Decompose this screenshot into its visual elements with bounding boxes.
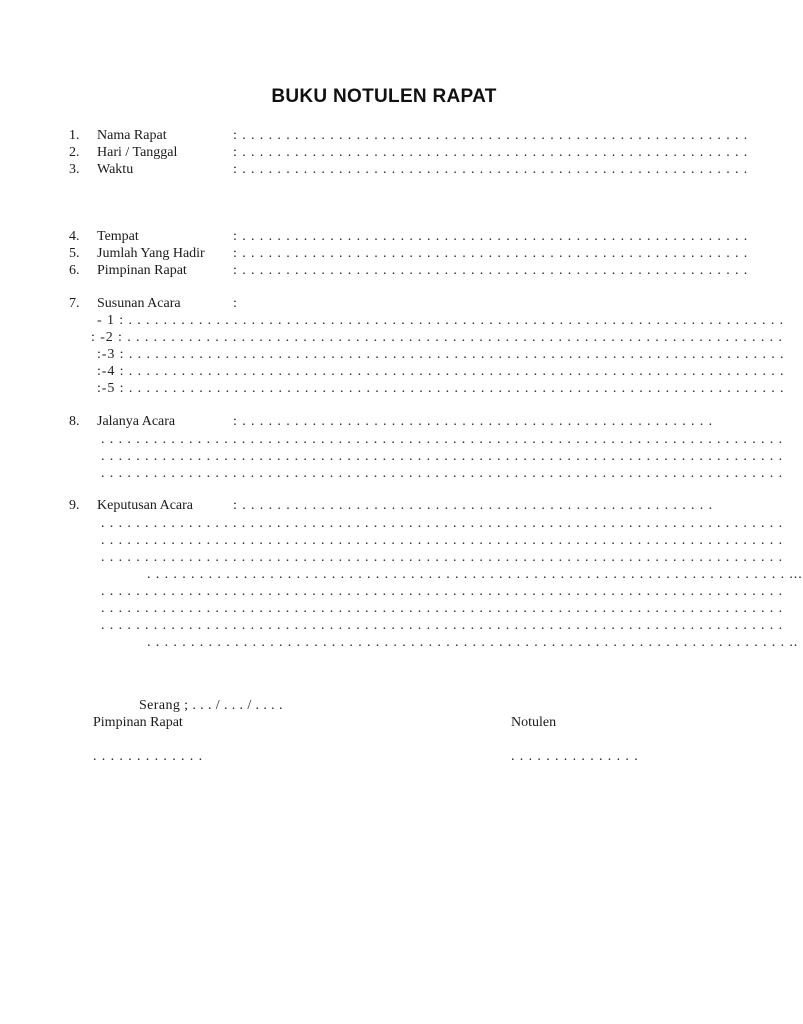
fill-line: : . . . . . . . . . . . . . . . . . . . . . . . . . . . . . . . . . . . . . . . . . . . . . . . . . . . . . . . . . . bbox=[233, 145, 749, 160]
fill-line: : . . . . . . . . . . . . . . . . . . . . . . . . . . . . . . . . . . . . . . . . . . . . . . . . . . . . . . bbox=[233, 498, 713, 513]
form-row-waktu bbox=[0, 161, 768, 178]
item-label: Waktu bbox=[97, 162, 134, 177]
susunan-line-3: :-3 : . . . . . . . . . . . . . . . . . . . . . . . . . . . . . . . . . . . . . . . . . . . . . . . . . . . . . . . . . . . . . . . . . . . . . . . . . . . bbox=[97, 347, 785, 362]
document-title: BUKU NOTULEN RAPAT bbox=[271, 86, 497, 107]
item-number: 5. bbox=[69, 246, 80, 261]
item-number: 8. bbox=[69, 414, 80, 429]
susunan-line-2: : -2 : . . . . . . . . . . . . . . . . . . . . . . . . . . . . . . . . . . . . . . . . . . . . . . . . . . . . . . . . . . . . . . . . . . . . . . . . . . . bbox=[91, 330, 783, 345]
jalanya-line-1: . . . . . . . . . . . . . . . . . . . . . . . . . . . . . . . . . . . . . . . . . . . . . . . . . . . . . . . . . . . . . . . . . . . . . . . . . . . . . . bbox=[101, 432, 783, 447]
item-number: 4. bbox=[69, 229, 80, 244]
sign-left-line: . . . . . . . . . . . . . bbox=[93, 749, 203, 764]
susunan-line-1: - 1 : . . . . . . . . . . . . . . . . . . . . . . . . . . . . . . . . . . . . . . . . . . . . . . . . . . . . . . . . . . . . . . . . . . . . . . . . . . . bbox=[97, 313, 785, 328]
item-label: Jumlah Yang Hadir bbox=[97, 246, 205, 261]
fill-line: : . . . . . . . . . . . . . . . . . . . . . . . . . . . . . . . . . . . . . . . . . . . . . . . . . . . . . . . . . . bbox=[233, 128, 749, 143]
fill-line: : . . . . . . . . . . . . . . . . . . . . . . . . . . . . . . . . . . . . . . . . . . . . . . . . . . . . . . . . . . bbox=[233, 162, 749, 177]
sign-right-line: . . . . . . . . . . . . . . . bbox=[511, 749, 639, 764]
sign-left-label: Pimpinan Rapat bbox=[93, 715, 183, 730]
form-row-nama-rapat bbox=[0, 127, 768, 144]
form-row-susunan-acara bbox=[0, 295, 768, 312]
fill-line: : . . . . . . . . . . . . . . . . . . . . . . . . . . . . . . . . . . . . . . . . . . . . . . . . . . . . . . . . . . bbox=[233, 246, 749, 261]
item-label: Jalanya Acara bbox=[97, 414, 176, 429]
jalanya-line-3: . . . . . . . . . . . . . . . . . . . . . . . . . . . . . . . . . . . . . . . . . . . . . . . . . . . . . . . . . . . . . . . . . . . . . . . . . . . . . . bbox=[101, 466, 783, 481]
sign-right-label: Notulen bbox=[511, 715, 557, 730]
form-row-hari-tanggal bbox=[0, 144, 768, 161]
keputusan-line-6: . . . . . . . . . . . . . . . . . . . . . . . . . . . . . . . . . . . . . . . . . . . . . . . . . . . . . . . . . . . . . . . . . . . . . . . . . . . . . . bbox=[101, 601, 783, 616]
item-label: Susunan Acara bbox=[97, 296, 181, 311]
form-row-jumlah-hadir bbox=[0, 245, 768, 262]
keputusan-line-4: . . . . . . . . . . . . . . . . . . . . . . . . . . . . . . . . . . . . . . . . . . . . . . . . . . . . . . . . . . . . . . . . . . . . . . . . . ... bbox=[147, 567, 803, 582]
keputusan-line-5: . . . . . . . . . . . . . . . . . . . . . . . . . . . . . . . . . . . . . . . . . . . . . . . . . . . . . . . . . . . . . . . . . . . . . . . . . . . . . . bbox=[101, 584, 783, 599]
form-row-keputusan-acara bbox=[0, 497, 768, 514]
form-row-tempat bbox=[0, 228, 768, 245]
form-row-jalanya-acara bbox=[0, 413, 768, 430]
susunan-line-4: :-4 : . . . . . . . . . . . . . . . . . . . . . . . . . . . . . . . . . . . . . . . . . . . . . . . . . . . . . . . . . . . . . . . . . . . . . . . . . . . bbox=[97, 364, 785, 379]
item-label: Nama Rapat bbox=[97, 128, 167, 143]
keputusan-line-2: . . . . . . . . . . . . . . . . . . . . . . . . . . . . . . . . . . . . . . . . . . . . . . . . . . . . . . . . . . . . . . . . . . . . . . . . . . . . . . bbox=[101, 533, 783, 548]
item-number: 1. bbox=[69, 128, 80, 143]
place-date: Serang ; . . . / . . . / . . . . bbox=[139, 698, 283, 713]
item-number: 7. bbox=[69, 296, 80, 311]
item-number: 3. bbox=[69, 162, 80, 177]
colon: : bbox=[233, 296, 238, 311]
form-row-pimpinan-rapat bbox=[0, 262, 768, 279]
item-label: Hari / Tanggal bbox=[97, 145, 178, 160]
keputusan-line-7: . . . . . . . . . . . . . . . . . . . . . . . . . . . . . . . . . . . . . . . . . . . . . . . . . . . . . . . . . . . . . . . . . . . . . . . . . . . . . . bbox=[101, 618, 783, 633]
keputusan-line-8: . . . . . . . . . . . . . . . . . . . . . . . . . . . . . . . . . . . . . . . . . . . . . . . . . . . . . . . . . . . . . . . . . . . . . . . . . .. bbox=[147, 635, 799, 650]
item-label: Tempat bbox=[97, 229, 139, 244]
fill-line: : . . . . . . . . . . . . . . . . . . . . . . . . . . . . . . . . . . . . . . . . . . . . . . . . . . . . . . . . . . bbox=[233, 229, 749, 244]
jalanya-line-2: . . . . . . . . . . . . . . . . . . . . . . . . . . . . . . . . . . . . . . . . . . . . . . . . . . . . . . . . . . . . . . . . . . . . . . . . . . . . . . bbox=[101, 449, 783, 464]
item-number: 6. bbox=[69, 263, 80, 278]
item-number: 9. bbox=[69, 498, 80, 513]
susunan-line-5: :-5 : . . . . . . . . . . . . . . . . . . . . . . . . . . . . . . . . . . . . . . . . . . . . . . . . . . . . . . . . . . . . . . . . . . . . . . . . . . . bbox=[97, 381, 785, 396]
item-number: 2. bbox=[69, 145, 80, 160]
keputusan-line-1: . . . . . . . . . . . . . . . . . . . . . . . . . . . . . . . . . . . . . . . . . . . . . . . . . . . . . . . . . . . . . . . . . . . . . . . . . . . . . . bbox=[101, 516, 783, 531]
item-label: Keputusan Acara bbox=[97, 498, 194, 513]
fill-line: : . . . . . . . . . . . . . . . . . . . . . . . . . . . . . . . . . . . . . . . . . . . . . . . . . . . . . . bbox=[233, 414, 713, 429]
item-label: Pimpinan Rapat bbox=[97, 263, 187, 278]
fill-line: : . . . . . . . . . . . . . . . . . . . . . . . . . . . . . . . . . . . . . . . . . . . . . . . . . . . . . . . . . . bbox=[233, 263, 749, 278]
keputusan-line-3: . . . . . . . . . . . . . . . . . . . . . . . . . . . . . . . . . . . . . . . . . . . . . . . . . . . . . . . . . . . . . . . . . . . . . . . . . . . . . . bbox=[101, 550, 783, 565]
